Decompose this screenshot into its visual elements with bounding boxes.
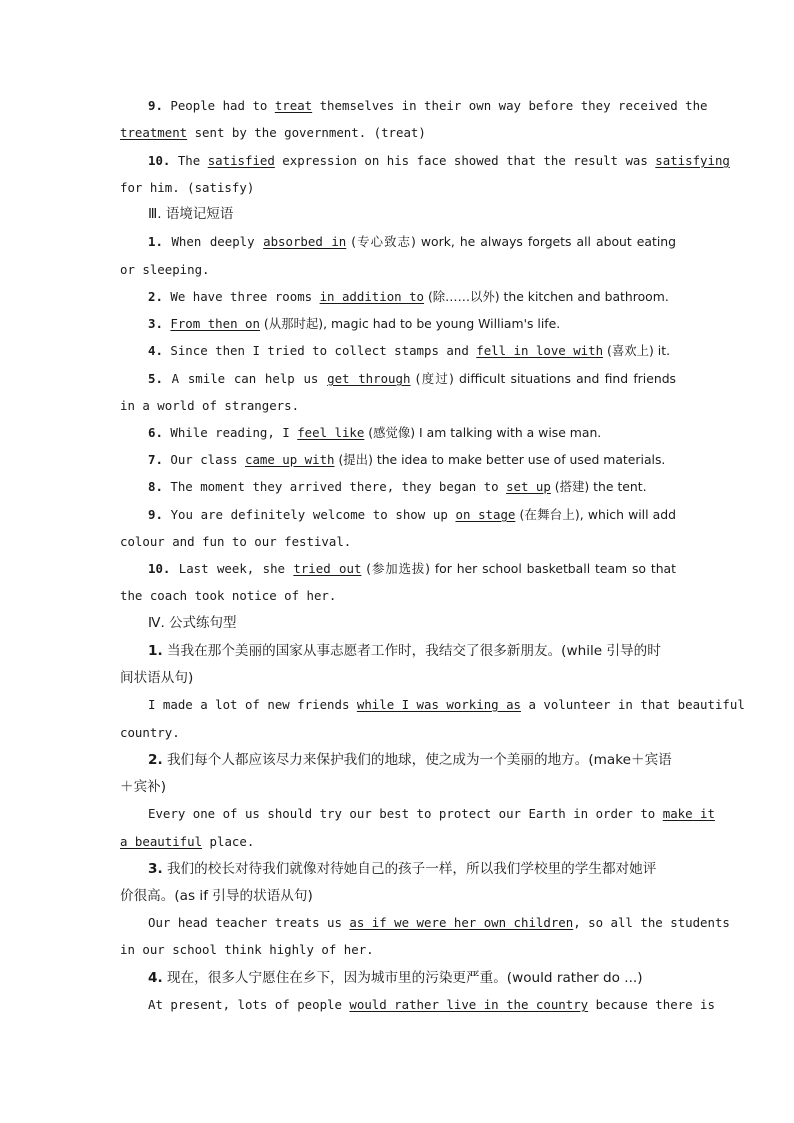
section-3-item-8: 8. The moment they arrived there, they began to set up (搭建) the tent.: [148, 479, 647, 494]
section-4-item-1-english-line-1: I made a lot of new friends while I was working as a volunteer in that beautiful: [148, 697, 745, 712]
answer-blank: feel like: [297, 425, 365, 440]
answer-blank: satisfying: [655, 153, 730, 168]
section-4-item-3-english-line-2: in our school think highly of her.: [120, 942, 374, 957]
section-4-heading: Ⅳ. 公式练句型: [148, 615, 237, 631]
section-3-item-10-line-1: 10. Last week, she tried out (参加选拔) for her school basketball team so that: [148, 561, 677, 576]
answer-blank: satisfied: [207, 153, 275, 168]
section-3-heading: Ⅲ. 语境记短语: [148, 206, 234, 222]
section-3-item-1-line-1: 1. When deeply absorbed in (专心致志) work, he always forgets all about eating: [148, 234, 676, 249]
top-item-10-line-2: for him. (satisfy): [120, 180, 255, 195]
section-3-item-5-line-2: in a world of strangers.: [120, 398, 300, 413]
answer-blank: in addition to: [319, 289, 425, 304]
answer-blank: From then on: [170, 316, 260, 331]
answer-blank: while I was working as: [356, 697, 521, 712]
answer-blank: set up: [506, 479, 551, 494]
answer-blank: as if we were her own children: [349, 915, 574, 930]
section-3-item-5-line-1: 5. A smile can help us get through (度过) difficult situations and find friends: [148, 371, 677, 386]
section-3-item-7: 7. Our class came up with (提出) the idea to make better use of used materials.: [148, 452, 666, 467]
section-4-item-2-chinese-line-1: 2. 我们每个人都应该尽力来保护我们的地球，使之成为一个美丽的地方。(make＋宾语: [148, 752, 672, 768]
top-item-10-line-1: 10. The satisfied expression on his face showed that the result was satisfying: [148, 153, 730, 168]
section-3-item-4: 4. Since then I tried to collect stamps and fell in love with (喜欢上) it.: [148, 343, 671, 358]
answer-blank: treatment: [120, 125, 188, 140]
section-3-item-9-line-1: 9. You are definitely welcome to show up on stage (在舞台上), which will add: [148, 507, 676, 522]
section-3-item-3: 3. From then on (从那时起), magic had to be young William's life.: [148, 316, 561, 331]
section-4-item-1-chinese-line-2: 间状语从句): [120, 670, 194, 686]
answer-blank: would rather live in the country: [349, 997, 589, 1012]
section-4-item-3-english-line-1: Our head teacher treats us as if we were her own children, so all the students: [148, 915, 730, 930]
section-4-item-2-english-line-1: Every one of us should try our best to protect our Earth in order to make it: [148, 806, 715, 821]
section-3-item-9-line-2: colour and fun to our festival.: [120, 534, 352, 549]
answer-blank: treat: [274, 98, 313, 113]
answer-blank: a beautiful: [120, 834, 203, 849]
answer-blank: tried out: [293, 561, 362, 576]
answer-blank: on stage: [455, 507, 516, 522]
section-3-item-10-line-2: the coach took notice of her.: [120, 588, 337, 603]
top-item-9-line-1: 9. People had to treat themselves in their own way before they received the: [148, 98, 708, 113]
section-4-item-4-chinese-line-1: 4. 现在，很多人宁愿住在乡下，因为城市里的污染更严重。(would rather do ...): [148, 970, 643, 986]
section-4-item-2-english-line-2: a beautiful place.: [120, 834, 255, 849]
answer-blank: absorbed in: [263, 234, 347, 249]
answer-blank: make it: [662, 806, 715, 821]
top-item-9-line-2: treatment sent by the government. (treat): [120, 125, 426, 140]
section-4-item-2-chinese-line-2: ＋宾补): [120, 779, 167, 795]
answer-blank: get through: [327, 371, 411, 386]
section-4-item-3-chinese-line-2: 价很高。(as if 引导的状语从句): [120, 888, 313, 904]
section-4-item-1-chinese-line-1: 1. 当我在那个美丽的国家从事志愿者工作时，我结交了很多新朋友。(while 引导的时: [148, 643, 661, 659]
answer-blank: fell in love with: [476, 343, 604, 358]
section-3-item-6: 6. While reading, I feel like (感觉像) I am talking with a wise man.: [148, 425, 602, 440]
answer-blank: came up with: [244, 452, 335, 467]
section-3-item-1-line-2: or sleeping.: [120, 262, 210, 277]
section-4-item-1-english-line-2: country.: [120, 725, 180, 740]
section-4-item-4-english-line-1: At present, lots of people would rather live in the country because there is: [148, 997, 715, 1012]
section-3-item-2: 2. We have three rooms in addition to (除……以外) the kitchen and bathroom.: [148, 289, 669, 304]
section-4-item-3-chinese-line-1: 3. 我们的校长对待我们就像对待她自己的孩子一样，所以我们学校里的学生都对她评: [148, 861, 657, 877]
